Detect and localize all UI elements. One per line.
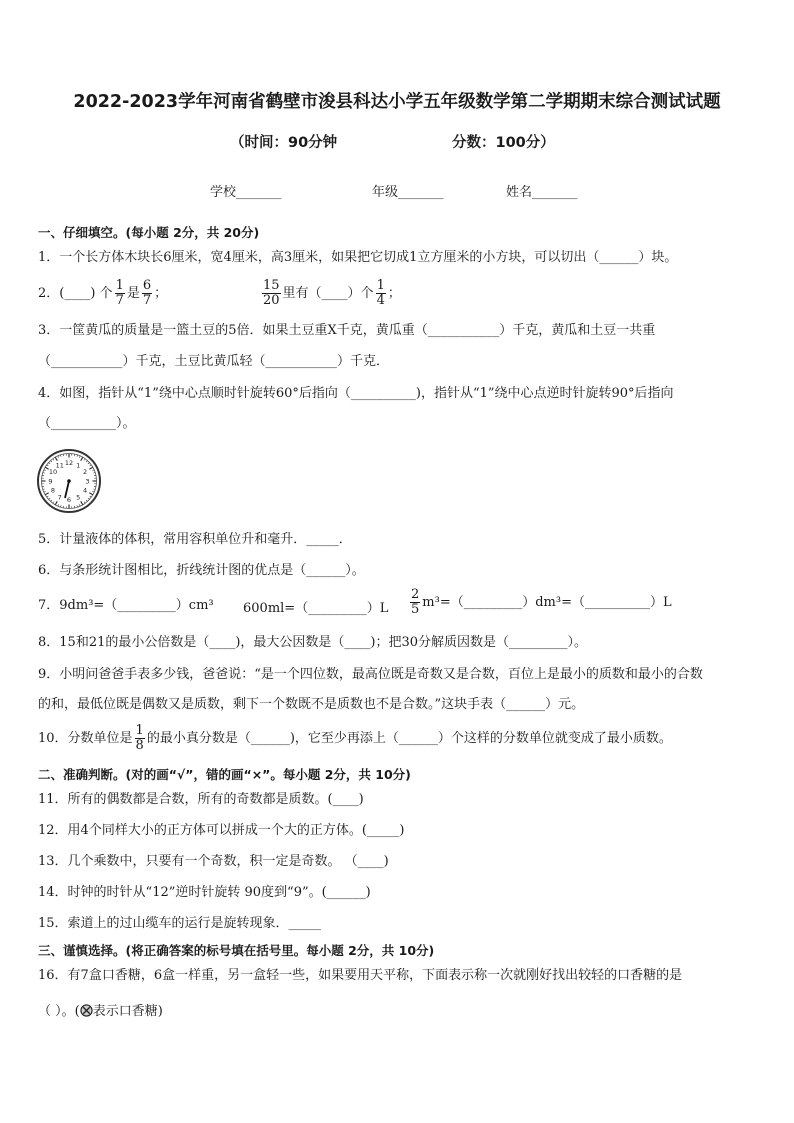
q2-text-b1: 里有（____）个 xyxy=(282,286,374,301)
question-12: 12．用4个同样大小的正方体可以拼成一个大的正方体。(_____) xyxy=(38,823,405,838)
school-field: 学校_______ xyxy=(210,185,282,200)
clock-number: 3 xyxy=(85,477,90,486)
question-3-line-1: 3．一筐黄瓜的质量是一篮土豆的5倍．如果土豆重X千克，黄瓜重（___________）千克，黄瓜和土豆一共重 xyxy=(38,323,656,338)
section-3-heading: 三、谨慎选择。(将正确答案的标号填在括号里。每小题 2分，共 10分) xyxy=(38,943,435,958)
q2-fraction-2: $\frac{6}{7}$ xyxy=(142,278,152,308)
clock-number: 7 xyxy=(57,493,62,502)
question-15: 15．索道上的过山缆车的运行是旋转现象．_____ xyxy=(38,916,322,931)
clock-number: 12 xyxy=(64,458,74,467)
question-7-part-a: 7．9dm³=（_________）cm³ xyxy=(38,598,214,613)
clock-number: 11 xyxy=(55,461,64,470)
q2-text-b2: ； xyxy=(387,286,401,301)
question-9-line-2: 的和，最低位既是偶数又是质数，剩下一个数既不是质数也不是合数。”这块手表（______）元。 xyxy=(38,697,585,712)
gum-icon xyxy=(80,1004,93,1017)
section-1-heading: 一、仔细填空。(每小题 2分，共 20分) xyxy=(38,225,260,240)
clock-number: 10 xyxy=(48,468,58,477)
clock-icon xyxy=(36,448,102,514)
clock-number: 6 xyxy=(66,495,72,504)
q7-fraction: $\frac{2}{5}$ xyxy=(411,587,420,617)
question-1: 1．一个长方体木块长6厘米，宽4厘米，高3厘米，如果把它切成1立方厘米的小方块，可以切出（______）块。 xyxy=(38,250,678,265)
q2-fraction-4: $\frac{1}{4}$ xyxy=(376,278,385,308)
question-11: 11．所有的偶数都是合数，所有的奇数都是质数。(____) xyxy=(38,792,364,807)
q2-text-a3: ； xyxy=(154,286,168,301)
question-8: 8．15和21的最小公倍数是（____)，最大公因数是（____)；把30分解质因数是（_________）。 xyxy=(38,635,588,650)
q2-text-a1: 2．(____) 个 xyxy=(38,286,113,301)
question-6: 6．与条形统计图相比，折线统计图的优点是（______）。 xyxy=(38,563,365,578)
section-2-heading: 二、准确判断。(对的画“√”，错的画“×”。每小题 2分，共 10分) xyxy=(38,767,411,782)
clock-number: 5 xyxy=(76,493,81,502)
question-9-line-1: 9．小明问爸爸手表多少钱，爸爸说：“是一个四位数，最高位既是奇数又是合数，百位上是最小的质数和最小的合数 xyxy=(38,667,703,682)
question-14: 14．时钟的时针从“12”逆时针旋转 90度到“9”。(______) xyxy=(38,885,371,900)
question-7-part-c: $\frac{2}{5}$ m³=（_________）dm³=（__________）L xyxy=(411,587,672,617)
question-2 xyxy=(38,279,167,308)
clock-number: 2 xyxy=(82,468,88,477)
question-4-line-2: （__________）。 xyxy=(38,416,136,431)
question-16-line-2: （ ）。( 表示口香糖) xyxy=(38,1004,163,1019)
question-7-part-b: 600ml=（_________）L xyxy=(243,601,389,616)
clock-number: 1 xyxy=(76,461,81,470)
exam-score: 分数：100分） xyxy=(452,135,555,151)
question-3-line-2: （___________）千克，土豆比黄瓜轻（___________）千克． xyxy=(38,354,390,369)
q2-fraction-3: $\frac{15}{20}$ xyxy=(263,278,280,308)
q2-fraction-1: $\frac{1}{7}$ xyxy=(115,278,124,308)
question-4-line-1: 4．如图，指针从“1”绕中心点顺时针旋转60°后指向（__________)，指针从“1”绕中心点逆时针旋转90°后指向 xyxy=(38,386,674,401)
q10-fraction: $\frac{1}{8}$ xyxy=(135,723,144,753)
question-5: 5．计量液体的体积，常用容积单位升和毫升．_____． xyxy=(38,532,352,547)
question-16-line-1: 16．有7盒口香糖，6盒一样重，另一盒轻一些，如果要用天平称，下面表示称一次就刚好找出较轻的口香糖的是 xyxy=(38,968,683,983)
grade-field: 年级_______ xyxy=(372,185,444,200)
clock-number: 9 xyxy=(48,477,53,486)
page-title: 2022-2023学年河南省鹤壁市浚县科达小学五年级数学第二学期期末综合测试试题 xyxy=(73,92,721,112)
q2-text-a2: 是 xyxy=(126,286,140,301)
question-10: 10．分数单位是 $\frac{1}{8}$ 的最小真分数是（______)，它至少再添上（______）个这样的分数单位就变成了最小质数。 xyxy=(38,723,672,753)
name-field: 姓名_______ xyxy=(506,185,578,200)
question-2-part-b xyxy=(260,279,401,308)
clock-number: 4 xyxy=(82,486,88,495)
exam-time: （时间：90分钟 xyxy=(230,135,338,151)
clock-number: 8 xyxy=(50,486,56,495)
question-13: 13．几个乘数中，只要有一个奇数，积一定是奇数。 （____) xyxy=(38,854,389,869)
